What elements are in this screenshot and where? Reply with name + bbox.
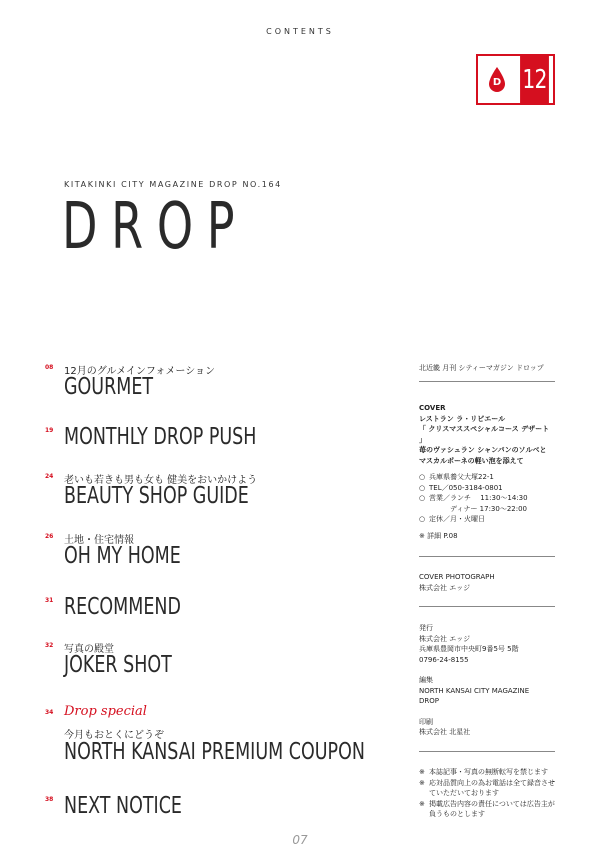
- toc-title: OH MY HOME: [64, 543, 181, 569]
- divider: [419, 556, 555, 557]
- editor-line: DROP: [419, 697, 439, 705]
- publisher-heading: 発行: [419, 624, 433, 632]
- note-item: ※ 掲載広告内容の責任については広告主が負うものとします: [419, 799, 555, 818]
- printer-heading: 印刷: [419, 717, 433, 726]
- cover-detail: ○ 定休／月・火曜日: [419, 515, 485, 523]
- detail-reference: ※ 詳細 P.08: [419, 531, 458, 540]
- cover-photo-credit: [419, 572, 555, 593]
- toc-page-number: 32: [45, 642, 54, 649]
- toc-title: MONTHLY DROP PUSH: [64, 424, 257, 450]
- publisher-info: [419, 623, 555, 738]
- toc-title: GOURMET: [64, 374, 154, 400]
- cover-photo-heading: COVER PHOTOGRAPH: [419, 573, 495, 581]
- cover-detail: ディナー 17:30～22:00: [429, 504, 528, 513]
- drop-icon: [487, 66, 507, 94]
- cover-detail: ○ 兵庫県養父大塚22-1: [419, 473, 494, 481]
- toc-page-number: 34: [45, 709, 54, 716]
- toc-title: NORTH KANSAI PREMIUM COUPON: [64, 739, 365, 765]
- toc-title: RECOMMEND: [64, 594, 181, 620]
- issue-number: 12: [520, 56, 549, 103]
- toc-page-number: 19: [45, 427, 54, 434]
- cover-credit: [419, 403, 555, 541]
- magazine-title: DROP: [62, 190, 249, 264]
- toc-subtitle: 老いも若きも男も女も 健美をおいかけよう: [64, 475, 258, 486]
- cover-detail: ○ 営業／ランチ 11:30～14:30: [419, 494, 528, 502]
- divider: [419, 606, 555, 607]
- printer-company: 株式会社 北星社: [419, 728, 471, 736]
- cover-line: 苺のヴァシュラン シャンパンのソルベと: [419, 446, 547, 454]
- toc-subtitle: 12月のグルメインフォメーション: [64, 366, 216, 377]
- notes: [419, 767, 555, 820]
- page-number: 07: [292, 833, 308, 847]
- toc-title: NEXT NOTICE: [64, 793, 182, 819]
- cover-detail: ○ TEL／050-3184-0801: [419, 483, 503, 492]
- toc-page-number: 24: [45, 473, 54, 480]
- drop-letter: D: [492, 76, 502, 88]
- toc-title: JOKER SHOT: [64, 652, 172, 678]
- contents-label: CONTENTS: [266, 27, 334, 36]
- toc-page-number: 08: [45, 364, 54, 371]
- cover-line: マスカルポーネの軽い泡を添えて: [419, 456, 524, 465]
- magazine-subtitle: KITAKINKI CITY MAGAZINE DROP NO.164: [64, 180, 282, 189]
- divider: [419, 381, 555, 382]
- editor-heading: 編集: [419, 676, 433, 684]
- toc-subtitle: 今月もおとくにどうぞ: [64, 730, 164, 741]
- note-item: ※ 本誌記事・写真の無断転写を禁じます: [419, 768, 548, 776]
- toc-page-number: 26: [45, 533, 54, 540]
- cover-photo-company: 株式会社 エッジ: [419, 583, 471, 592]
- publisher-address: 兵庫県豊岡市中央町9番5号 5階: [419, 645, 519, 653]
- cover-line: レストラン ラ・リビエール: [419, 414, 506, 423]
- drop-logo: [478, 56, 516, 103]
- toc-page-number: 31: [45, 597, 54, 604]
- cover-line: 「 クリスマススペシャルコース デザート 」: [419, 425, 550, 444]
- publisher-tel: 0796-24-8155: [419, 655, 469, 664]
- publisher-company: 株式会社 エッジ: [419, 634, 471, 643]
- note-item: ※ 応対品質向上の為お電話は全て録音させていただいております: [419, 778, 555, 797]
- toc-subtitle: 写真の殿堂: [64, 644, 114, 655]
- toc-page-number: 38: [45, 796, 54, 803]
- divider: [419, 751, 555, 752]
- cover-heading: COVER: [419, 404, 446, 412]
- issue-badge: [476, 54, 555, 105]
- editor-line: NORTH KANSAI CITY MAGAZINE: [419, 686, 530, 695]
- toc-subtitle: 土地・住宅情報: [64, 535, 134, 546]
- drop-special-label: Drop special: [64, 704, 147, 719]
- toc-title: BEAUTY SHOP GUIDE: [64, 483, 249, 509]
- sidebar-magazine-name: 北近畿 月刊 シティーマガジン ドロップ: [419, 364, 544, 372]
